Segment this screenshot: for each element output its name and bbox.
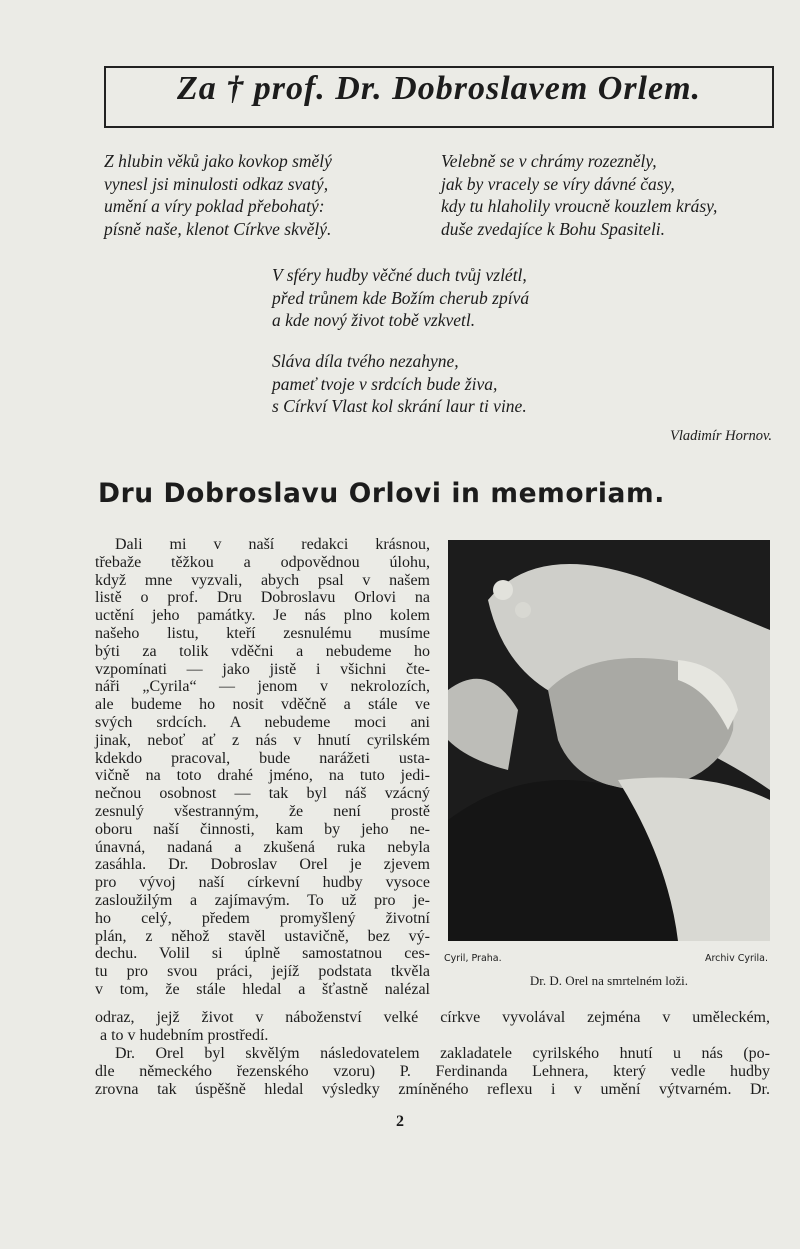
poem-author: Vladimír Hornov.	[669, 428, 772, 444]
poem-line: Sláva díla tvého nezahyne,	[272, 351, 459, 371]
article-line: vzpomínati — jako jistě i všichni čte-	[95, 660, 430, 678]
article-line: býti za tolik vděčni a nebudeme ho	[95, 642, 430, 660]
article-line: tu pro svou práci, jejíž podstata tkvěla	[95, 963, 430, 981]
poem-line: vynesl jsi minulosti odkaz svatý,	[104, 173, 329, 194]
poem-line: písně naše, klenot Církve skvělý.	[104, 218, 332, 239]
article-line: kdekdo pracoval, bude narážeti usta-	[95, 749, 430, 767]
article-line: Dr. Orel byl skvělým následovatelem zakladatele cyrilského hnutí u nás (po-	[115, 1045, 770, 1062]
article-line: náři „Cyrila“ — jenom v nekrolozích,	[95, 678, 430, 696]
article-line: zasloužilým a zajímavým. To už pro je-	[95, 892, 430, 909]
photo-credit-left: Cyril, Praha.	[444, 953, 502, 964]
memorial-photo	[448, 540, 770, 941]
page-number: 2	[396, 1113, 404, 1130]
article-line: zrovna tak úspěšně hledal výsledky zmíněného reflexu i v umění výtvarném. Dr.	[95, 1081, 770, 1098]
poem-line: jak by vracely se víry dávné časy,	[441, 173, 675, 194]
article-line: ho celý, předem promyšlený životní	[95, 909, 430, 927]
article-line: nečnou osobnost — tak byl náš vzácný	[95, 785, 430, 803]
article-line: únavná, nadaná a zkušená ruka nebyla	[95, 838, 430, 856]
article-line: pro vývoj naší církevní hudby vysoce	[95, 874, 430, 892]
article-line: uctění jeho památky. Je nás plno kolem	[95, 607, 430, 625]
article-line: oboru naší činnosti, kam by jeho ne-	[95, 820, 430, 838]
poem-line: před trůnem kde Božím cherub zpívá	[272, 287, 530, 308]
article-line: jinak, neboť ať z nás v hnutí cyrilském	[95, 731, 430, 749]
poem-line: Z hlubin věků jako kovkop smělý	[104, 151, 332, 171]
article-line: ale budeme ho nosit vděčně a stále ve	[95, 696, 430, 714]
article-line: když mne vyzvali, abych psal v našem	[95, 571, 430, 589]
article-line: vičně na toto drahé jméno, na tuto jedi-	[95, 767, 430, 785]
article-line: zasáhla. Dr. Dobroslav Orel je zjevem	[95, 856, 430, 874]
poem-stanza-4	[272, 350, 527, 418]
article-line: v tom, že stále hledal a šťastně nalézal	[95, 981, 430, 998]
poem-line: duše zvedajíce k Bohu Spasiteli.	[441, 218, 666, 239]
article-line: dechu. Volil si úplně samostatnou ces-	[95, 945, 430, 963]
poem-line: kdy tu hlaholily vroucně kouzlem krásy,	[441, 196, 718, 216]
article-line: dle německého řezenského vzoru) P. Ferdinanda Lehnera, který vedle hudby	[95, 1063, 770, 1080]
poem-line: Velebně se v chrámy rozezněly,	[441, 151, 657, 171]
article-line: třebaže těžkou a odpovědnou úlohu,	[95, 553, 430, 571]
poem-line: pameť tvoje v srdcích bude živa,	[272, 373, 498, 394]
poem-line: s Církví Vlast kol skrání laur ti vine.	[272, 396, 527, 416]
article-line: odraz, jejž život v náboženství velké církve vyvolával zejména v uměleckém,	[95, 1009, 770, 1026]
poem-line: umění a víry poklad přebohatý:	[104, 196, 325, 216]
poem-line: V sféry hudby věčné duch tvůj vzlétl,	[272, 265, 527, 285]
article-headline: Dru Dobroslavu Orlovi in memoriam.	[98, 478, 665, 509]
article-line: našeho listu, kteří zesnulému musíme	[95, 625, 430, 642]
photo-credit-right: Archiv Cyrila.	[704, 953, 768, 964]
photo-image	[448, 540, 770, 941]
poem-stanza-3	[272, 264, 529, 332]
article-line: zesnulý všestranným, že není prostě	[95, 803, 430, 820]
article-line: Dali mi v naší redakci krásnou,	[115, 536, 430, 553]
poem-stanza-2	[441, 150, 717, 240]
article-line: listě o prof. Dru Dobroslavu Orlovi na	[95, 589, 430, 607]
photo-caption: Dr. D. Orel na smrtelném loži.	[529, 973, 689, 988]
article-line: svých srdcích. A nebudeme moci ani	[95, 714, 430, 731]
poem-stanza-1	[104, 150, 332, 240]
page-title: Za † prof. Dr. Dobroslavem Orlem.	[176, 70, 702, 107]
article-line: plán, z něhož stavěl ustavičně, bez vý-	[95, 927, 430, 945]
poem-line: a kde nový život tobě vzkvetl.	[272, 310, 476, 330]
article-line: a to v hudebním prostředí.	[100, 1027, 269, 1044]
